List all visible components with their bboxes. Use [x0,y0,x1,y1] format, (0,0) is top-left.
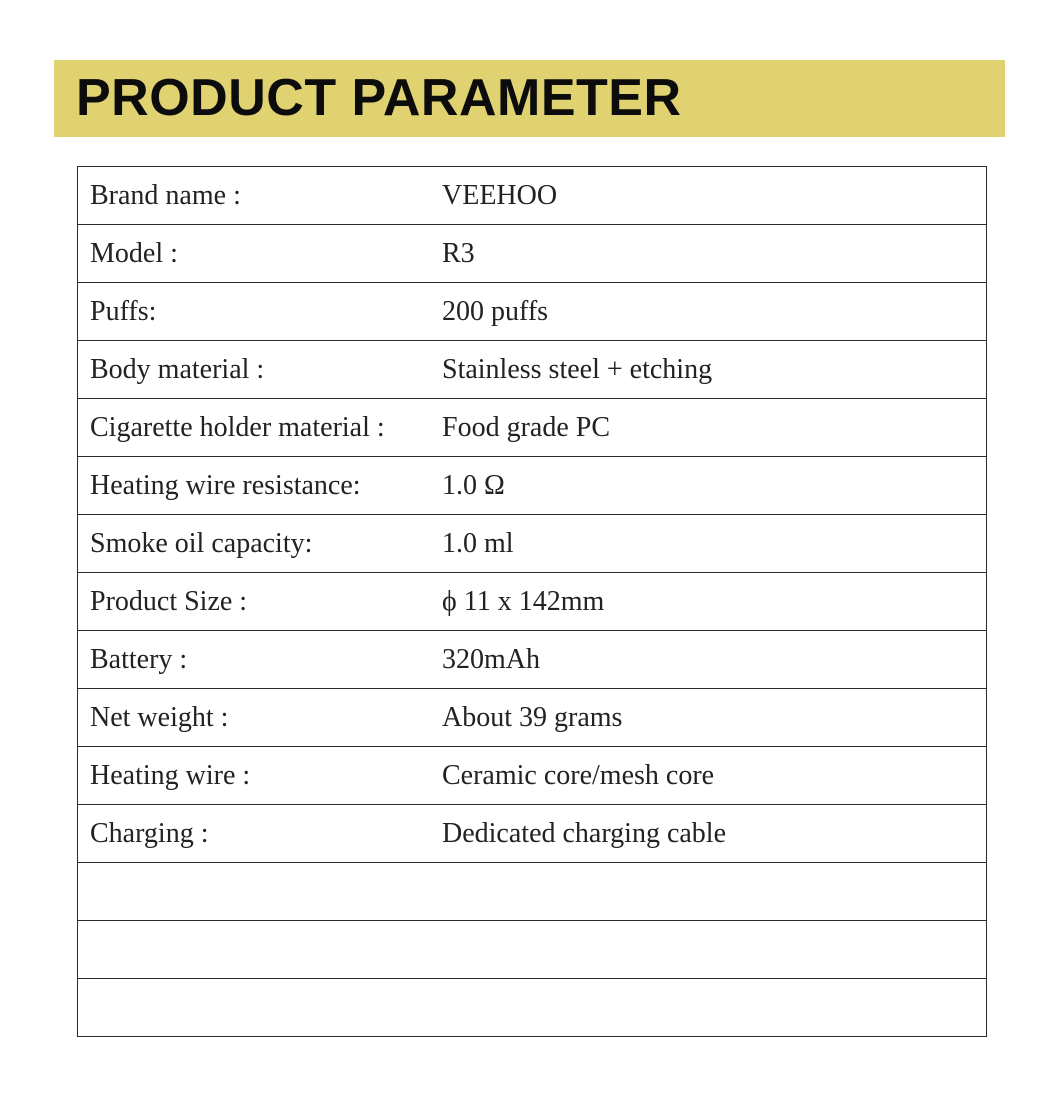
parameter-label: Charging : [78,805,443,863]
table-row [78,341,987,399]
parameter-label: Model : [78,225,443,283]
parameter-table [77,166,987,1037]
parameter-value: 1.0 ml [442,515,987,573]
parameter-label: Puffs: [78,283,443,341]
table-row [78,515,987,573]
table-row-empty [78,979,987,1037]
parameter-label: Heating wire resistance: [78,457,443,515]
parameter-label [78,921,443,979]
parameter-label: Battery : [78,631,443,689]
table-row [78,283,987,341]
table-row [78,631,987,689]
page-title: PRODUCT PARAMETER [76,69,682,127]
table-row-empty [78,921,987,979]
parameter-value: 320mAh [442,631,987,689]
parameter-value: R3 [442,225,987,283]
table-row [78,225,987,283]
parameter-value: Dedicated charging cable [442,805,987,863]
parameter-value: Food grade PC [442,399,987,457]
parameter-label: Cigarette holder material : [78,399,443,457]
header-banner [54,60,1005,137]
parameter-value [442,921,987,979]
parameter-label: Net weight : [78,689,443,747]
table-row [78,573,987,631]
parameter-label [78,979,443,1037]
parameter-value [442,979,987,1037]
parameter-label: Body material : [78,341,443,399]
parameter-value: ϕ 11 x 142mm [442,573,987,631]
parameter-value: 1.0 Ω [442,457,987,515]
parameter-label: Brand name : [78,167,443,225]
table-row [78,747,987,805]
parameter-label [78,863,443,921]
parameter-value [442,863,987,921]
parameter-value: 200 puffs [442,283,987,341]
parameter-value: VEEHOO [442,167,987,225]
parameter-label: Smoke oil capacity: [78,515,443,573]
parameter-value: Ceramic core/mesh core [442,747,987,805]
parameter-value: About 39 grams [442,689,987,747]
table-row [78,167,987,225]
parameter-label: Product Size : [78,573,443,631]
table-row [78,805,987,863]
table-row [78,689,987,747]
table-row [78,457,987,515]
parameter-value: Stainless steel + etching [442,341,987,399]
parameter-label: Heating wire : [78,747,443,805]
table-row-empty [78,863,987,921]
table-row [78,399,987,457]
